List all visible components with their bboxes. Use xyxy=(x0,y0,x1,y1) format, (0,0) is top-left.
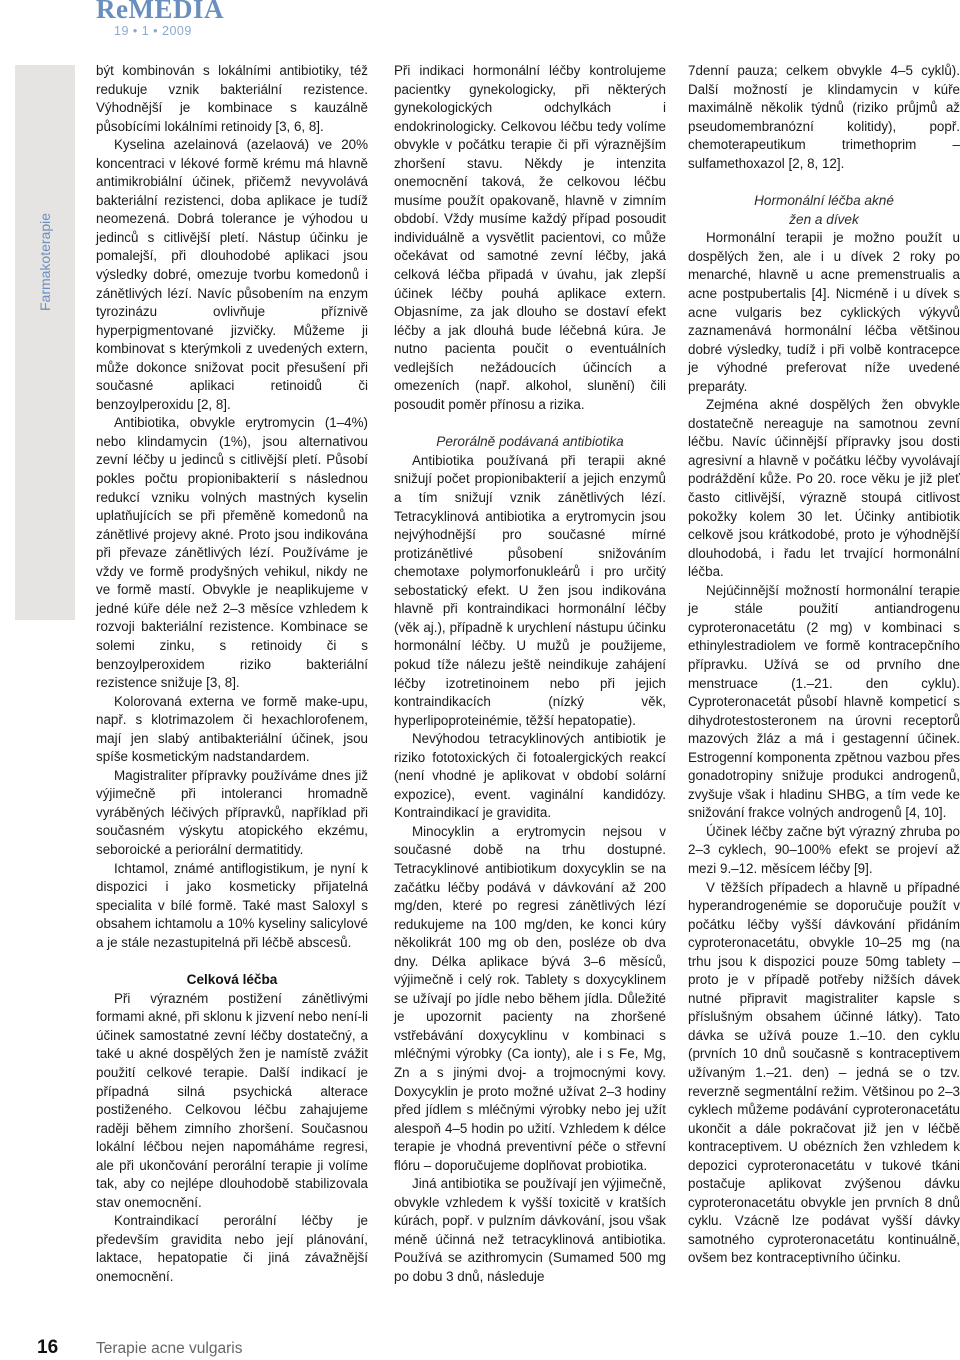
paragraph: Minocyklin a erytromycin nejsou v současné době na trhu dostupné. Tetracyklinové antibiotikum doxycyklin se na začátku léčby podává v dávkování až 200 mg/den, které po regresi zánětlivých lézí redukujeme na 100 mg/den, ke konci kúry několikrát 100 mg ob den, posléze ob dva dny. Délka aplikace bývá 3–6 měsíců, výjimečně i celý rok. Tablety s doxycyklinem se užívají po jídle nebo během jídla. Důležité je upozornit pacienty na zhoršené vstřebávání doxycyklinu v kombinaci s mléčnými výrobky (Ca ionty), ale i s Fe, Mg, Zn a s jinými dvoj- a trojmocnými kovy. Doxycyklin je proto možné užívat 2–3 hodiny před jídlem s mléčnými výrobky nebo jej užít alespoň 4–5 hodin po užití. Vzhledem k délce terapie je vhodná preventivní péče o střevní flóru – doporučujeme doplňovat probiotika. xyxy=(394,823,666,1173)
paragraph: 7denní pauza; celkem obvykle 4–5 cyklů). Další možností je klindamycin v kúře maximálně několik týdnů (riziko průjmů až pseudomembranózní kolitidy), popř. chemoterapeutikum trimethoprim – sulfamethoxazol [2, 8, 12]. xyxy=(688,63,960,171)
paragraph: Ichtamol, známé antiflogistikum, je nyní k dispozici i jako kosmeticky přijatelná specialita v bílé formě. Také mast Saloxyl s obsahem ichtamolu a 10% kyseliny salicylové a je stále nezastupitelná při léčbě abscesů. xyxy=(96,860,368,950)
section-heading: Celková léčba xyxy=(186,972,278,988)
section-heading-line-2: žen a dívek xyxy=(789,211,859,227)
column-1 xyxy=(96,62,368,1287)
paragraph: Při indikaci hormonální léčby kontrolujeme pacientky gynekologicky, při některých gynekologických odchylkách i endokrinologicky. Celkovou léčbu tedy volíme obvykle v počátku terapie či při výraznějším zhoršení stavu. Někdy je intenzita onemocnění taková, že celkovou léčbu musíme použít opakovaně, hlavně v zimním období. Vždy musíme každý případ posoudit individuálně a vysvětlit pacientovi, co může očekávat od samotné zevní léčby, jaká celková léčba připadá v úvahu, jak zlepší účinek léčby pouhá aplikace extern. Objasníme, za jak dlouho se dostaví efekt léčby a jak dlouhá bude léčebná kúra. Je nutno pacienta poučit o eventuálních vedlejších nežádoucích účincích a omezeních (např. alkohol, slunění) čili posoudit poměr přínosu a rizika. xyxy=(394,63,666,412)
column-2 xyxy=(394,62,666,1287)
issue-date: 19 • 1 • 2009 xyxy=(114,24,192,38)
section-heading: Perorálně podávaná antibiotika xyxy=(436,434,624,450)
column-3 xyxy=(688,62,960,1268)
paragraph: Antibiotika používaná při terapii akné snižují počet propionibakterií a jejich enzymů a tím snižují vznik zánětlivých lézí. Tetracyklinová antibiotika a erytromycin jsou nejvýhodnější pro současné mírné protizánětlivé působení snižováním chemotaxe polymorfonukleárů i pro určitý sebostatický efekt. U žen jsou indikována hlavně při kontraindikaci hormonální léčby (věk aj.), případně k urychlení nástupu účinku hormonální léčby. U mužů je použijeme, pokud tíže nálezu ještě neindikuje zahájení léčby izotretinoinem nebo při jejich kontraindikacích (nízký věk, hyperlipoproteinémie, těžší hepatopatie). xyxy=(394,452,666,728)
paragraph: V těžších případech a hlavně u případné hyperandrogenémie se doporučuje použít v počátku léčby vyšší dávkování přidáním cyproteronacetátu, obvykle 10–25 mg (na trhu jsou k dispozici pouze 50mg tablety – proto je v případě potřeby nižších dávek nutné připravit magistraliter kapsle s příslušným obsahem účinné látky). Tato dávka se užívá pouze 1.–10. den cyklu (prvních 10 dnů současně s kontraceptivem užívaným 1.–21. den) – jedná se o tzv. reverzně segmentální režim. Většinou po 2–3 cyklech můžeme podávání cyproteronacetátu ukončit a dále pokračovat již jen v léčbě kontraceptivem. U obézních žen vzhledem k depozici cyproteronacetátu v tukové tkáni postačuje aplikovat zvýšenou dávku cyproteronacetátu obvykle jen prvních 8 dnů cyklu. Vzácně lze podávat vyšší dávky samotného cyproteronacetátu kontinuálně, ovšem bez kontraceptivního účinku. xyxy=(688,879,960,1266)
paragraph: Kolorovaná externa ve formě make-upu, např. s klotrimazolem či hexachlorofenem, mají jen slabý antibakteriální účinek, jsou spíše kosmetickým nadstandardem. xyxy=(96,693,368,765)
paragraph: Zejména akné dospělých žen obvykle dostatečně nereaguje na samotnou zevní léčbu. Navíc účinnější přípravky jsou dosti agresivní a hlavně v počátku léčby vyvolávají podráždění kůže. Po 20. roce věku je již pleť často citlivější, výrazně stoupá citlivost pokožky kolem 30 let. Účinky antibiotik celkově jsou krátkodobé, proto je výhodnější dlouhodobá, i řadu let trvající hormonální léčba. xyxy=(688,397,960,580)
paragraph: Nejúčinnější možností hormonální terapie je stále použití antiandrogenu cyproteronacetátu (2 mg) v kombinaci s ethinylestradiolem ve formě kontracepčního přípravku. Užívá se od prvního dne menstruace (1.–21. den cyklu). Cyproteronacetát působí hlavně kompeticí s dihydrotestosteronem na úrovni receptorů mazových žláz a má i gestagenní účinek. Estrogenní komponenta zpětnou vazbou přes gonadotropiny snižuje produkci androgenů, zvyšuje však i hladinu SHBG, a tím vede ke snižování frakce volných androgenů [4, 10]. xyxy=(688,582,960,821)
paragraph: Magistraliter přípravky používáme dnes již výjimečně při intoleranci hromadně vyráběných léčivých přípravků, například při současném výskytu atopického ekzému, seboroické a periorální dermatitidy. xyxy=(96,767,368,857)
section-label: Farmakoterapie xyxy=(37,212,53,312)
paragraph: Při výrazném postižení zánětlivými formami akné, při sklonu k jizvení nebo není-li účinek samostatné zevní léčby dostatečný, a také u akné dospělých žen je namístě zvážit použití celkové terapie. Další indikací je případná silná psychická alterace postiženého. Celkovou léčbu zahajujeme raději během zimního zhoršení. Současnou lokální léčbou nejen napomáháme regresi, ale při ukončování perorální terapie ji volíme tak, aby co nejlépe dlouhodobě stabilizovala stav onemocnění. xyxy=(96,990,368,1210)
paragraph: Kontraindikací perorální léčby je především gravidita nebo její plánování, laktace, hepatopatie či jiná závažnější onemocnění. xyxy=(96,1213,368,1284)
remedia-logo: ReMEDIA xyxy=(96,0,224,24)
paragraph: Kyselina azelainová (azelaová) ve 20% koncentraci v lékové formě krému má hlavně antimikrobiální účinek, přičemž nevyvolává bakteriální rezistenci, doba aplikace je tudíž neomezená. Dobrá tolerance je výhodou u jedinců s citlivější pletí. Nástup účinku je pomalejší, při dlouhodobé aplikaci jsou výsledky dobré, omezuje tvorbu komedonů i zánětlivých lézí. Navíc působením na enzym tyrozinázu ovlivňuje příznivě hyperpigmentované jizvičky. Můžeme ji kombinovat s kterýmkoli z uvedených extern, může dokonce snižovat pocit přesušení při současné aplikaci retinoidů či benzoylperoxidu [2, 8]. xyxy=(96,137,368,412)
page-number: 16 xyxy=(37,1337,59,1358)
paragraph: Hormonální terapii je možno použít u dospělých žen, ale i u dívek 2 roky po menarché, hlavně u acne premenstrualis a acne postpubertalis [4]. Nicméně i u dívek s acne vulgaris bez cyklických výkyvů zaznamenává hormonální léčba většinou dobré výsledky, tudíž i při volbě kontracepce je výhodné preferovat níže uvedené preparáty. xyxy=(688,230,960,394)
section-tab xyxy=(15,65,75,620)
paragraph: Jiná antibiotika se používají jen výjimečně, obvykle vzhledem k vyšší toxicitě v kratších kúrách, popř. v pulzním dávkování, jsou však méně účinná než tetracyklinová antibiotika. Používá se azithromycin (Sumamed 500 mg po dobu 3 dnů, následuje xyxy=(394,1176,666,1284)
paragraph: Antibiotika, obvykle erytromycin (1–4%) nebo klindamycin (1%), jsou alternativou zevní léčby u jedinců s citlivější pletí. Působí pokles počtu propionibakterií s následnou redukcí vzniku volných mastných kyselin uplatňujících se při přeměně komedonů na zánětlivé projevy akné. Proto jsou indikována při převaze zánětlivých lézí. Používáme je vždy ve formě prodyšných vehikul, nikdy ne ve formě mastí. Obvykle je neaplikujeme v jedné kúře déle než 2–3 měsíce vzhledem k rozvoji bakteriální rezistence. Kombinace se solemi zinku, s retinoidy či s benzoylperoxidem riziko bakteriální rezistence snižuje [3, 8]. xyxy=(96,415,368,691)
paragraph: být kombinován s lokálními antibiotiky, též redukuje vznik bakteriální rezistence. Výhodnější je kombinace s kauzálně působícími lokálními retinoidy [3, 6, 8]. xyxy=(96,63,368,134)
running-title: Terapie acne vulgaris xyxy=(96,1340,243,1357)
paragraph: Nevýhodou tetracyklinových antibiotik je riziko fototoxických či fotoalergických reakcí (není vhodné je aplikovat v období solární expozice), event. vaginální kandidózy. Kontraindikací je gravidita. xyxy=(394,731,666,821)
section-heading: Hormonální léčba akné xyxy=(754,193,894,209)
paragraph: Účinek léčby začne být výrazný zhruba po 2–3 cyklech, 90–100% efekt se projeví až mezi 9.–12. měsícem léčby [9]. xyxy=(688,823,960,876)
